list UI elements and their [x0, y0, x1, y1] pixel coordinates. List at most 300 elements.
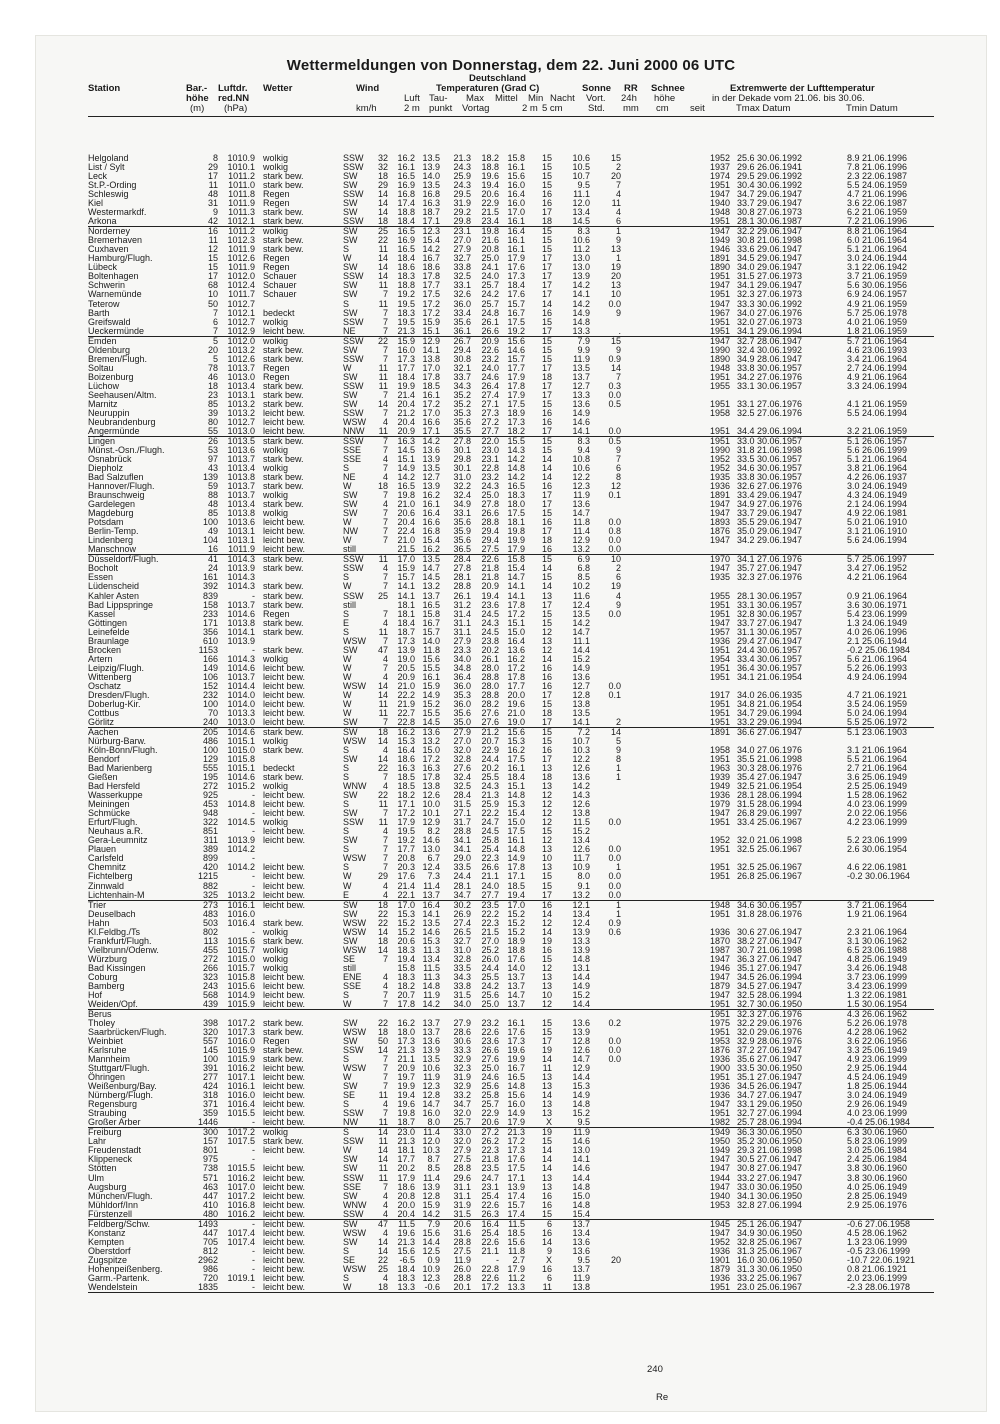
cell-max-vortag: 36.0	[453, 698, 471, 709]
cell-luftdruck: 1013.8	[227, 617, 255, 628]
cell-taupunkt: 17.7	[422, 280, 440, 291]
cell-tmin: 5.1 26.06.1957	[847, 435, 908, 446]
cell-taupunkt: 15.6	[422, 1227, 440, 1238]
cell-min-2m: 17.6	[507, 262, 525, 273]
cell-station: Gießen	[88, 772, 118, 783]
cell-wetter: leicht bew.	[263, 790, 306, 801]
cell-sonne: 12.1	[572, 899, 590, 910]
cell-wetter: wolkig	[263, 962, 289, 973]
cell-sonne: 11.9	[573, 1127, 590, 1138]
cell-station: Leipzig/Flugh.	[88, 662, 145, 673]
cell-extrem-seit: 1893	[709, 517, 730, 528]
cell-luft-2m: 16.5	[397, 481, 415, 492]
cell-extrem-seit: 1953	[709, 1199, 730, 1210]
cell-min-2m: 16.1	[507, 1017, 525, 1028]
cell-nacht-5cm: 17	[541, 289, 552, 300]
cell-tmin: 4.5 24.06.1949	[847, 1072, 908, 1083]
cell-luftdruck: 1013.9	[227, 835, 255, 846]
cell-luftdruck: -	[252, 1245, 255, 1256]
cell-nacht-5cm: 12	[541, 644, 552, 655]
cell-bar-hoehe: 18	[207, 380, 218, 391]
cell-rr-24h: 0.9	[608, 917, 621, 928]
cell-luft-2m: 15.7	[397, 572, 415, 583]
cell-mittel: 19.8	[481, 226, 499, 237]
cell-wetter: leicht bew.	[263, 880, 306, 891]
cell-wind-richtung: SW	[343, 398, 358, 409]
cell-taupunkt: 14.4	[422, 1236, 440, 1247]
cell-wind-kmh: 4	[382, 499, 388, 510]
cell-luft-2m: 17.0	[397, 554, 415, 565]
cell-taupunkt: 11.4	[423, 1172, 440, 1183]
cell-wind-richtung: W	[343, 1145, 352, 1156]
cell-tmin: 5.6 21.06.1964	[847, 653, 908, 664]
cell-wind-richtung: SW	[343, 644, 358, 655]
cell-max-vortag: 33.1	[453, 508, 471, 519]
cell-wetter: stark bew.	[263, 581, 304, 592]
cell-taupunkt: 15.9	[422, 1199, 440, 1210]
cell-bar-hoehe: 1835	[197, 1281, 218, 1292]
cell-wind-kmh: 47	[377, 644, 388, 655]
cell-min-2m: 15.4	[507, 808, 525, 819]
cell-nacht-5cm: 14	[541, 463, 552, 474]
cell-luftdruck: 1016.4	[227, 917, 255, 928]
cell-sonne: 11.1	[573, 635, 590, 646]
cell-mittel: 25.5	[481, 971, 499, 982]
cell-nacht-5cm: 19	[541, 1127, 552, 1138]
cell-min-2m: 19.6	[507, 698, 525, 709]
cell-wetter: stark bew.	[263, 344, 304, 355]
cell-min-2m: 17.5	[507, 316, 525, 327]
cell-luft-2m: 19.6	[397, 1099, 415, 1110]
cell-min-2m: 18.8	[507, 944, 525, 955]
cell-wind-kmh: 7	[382, 1054, 388, 1065]
cell-rr-24h: 0.8	[608, 526, 621, 537]
cell-bar-hoehe: 48	[207, 499, 218, 510]
cell-wind-richtung: SW	[343, 198, 358, 209]
cell-tmax: 34.1 21.06.1954	[737, 671, 803, 682]
cell-tmax: 36.3 27.06.1947	[737, 953, 803, 964]
cell-extrem-seit: 1953	[709, 1036, 730, 1047]
cell-station: Greifswald	[88, 316, 131, 327]
cell-luftdruck: -	[252, 590, 255, 601]
cell-tmin: 4.9 21.06.1959	[847, 298, 908, 309]
cell-luftdruck: 1012.4	[227, 280, 255, 291]
cell-luft-2m: 17.3	[397, 353, 415, 364]
cell-bar-hoehe: 7	[212, 325, 218, 336]
cell-rr-24h: 0.0	[608, 844, 621, 855]
cell-wetter: wolkig	[263, 781, 289, 792]
cell-taupunkt: 15.9	[422, 680, 440, 691]
cell-taupunkt: 14.0	[422, 635, 440, 646]
cell-nacht-5cm: 14	[541, 653, 552, 664]
cell-sonne: 14.6	[572, 1163, 590, 1174]
cell-tmin: 3.0 24.06.1949	[847, 481, 908, 492]
cell-luft-2m: 20.8	[397, 1190, 415, 1201]
cell-bar-hoehe: 610	[202, 635, 218, 646]
cell-mittel: 27.2	[481, 1127, 499, 1138]
cell-luft-2m: 22.1	[397, 889, 415, 900]
cell-mittel: 27.6	[481, 1054, 499, 1065]
cell-sonne: 8.3	[577, 435, 590, 446]
cell-min-2m: 16.7	[507, 307, 525, 318]
cell-min-2m: 18.9	[507, 935, 525, 946]
cell-mittel: 24.0	[481, 880, 499, 891]
cell-wind-kmh: 22	[377, 1017, 388, 1028]
cell-bar-hoehe: 410	[202, 1199, 218, 1210]
cell-taupunkt: 16.3	[422, 763, 440, 774]
header-extrem-2: in der Dekade vom 21.06. bis 30.06.	[712, 93, 865, 104]
cell-wind-richtung: S	[343, 572, 350, 583]
cell-nacht-5cm: 16	[541, 1199, 552, 1210]
cell-nacht-5cm: 14	[541, 563, 552, 574]
cell-wetter: stark bew.	[263, 454, 304, 465]
cell-wind-kmh: 7	[382, 1108, 388, 1119]
cell-nacht-5cm: 14	[541, 1054, 552, 1065]
cell-wind-kmh: 7	[382, 1072, 388, 1083]
cell-extrem-seit: 1947	[709, 1181, 730, 1192]
cell-mittel: 25.4	[481, 1190, 499, 1201]
cell-luft-2m: 18.7	[397, 1117, 415, 1128]
cell-station: Mühldorf/Inn	[88, 1199, 139, 1210]
cell-tmax: 35.2 30.06.1950	[737, 1136, 803, 1147]
cell-luft-2m: 20.5	[397, 662, 415, 673]
cell-bar-hoehe: 272	[202, 781, 218, 792]
cell-tmin: 3.6 22.06.1956	[847, 1036, 908, 1047]
cell-extrem-seit: 1951	[709, 316, 730, 327]
cell-station: Boizenburg	[88, 371, 134, 382]
header-temperaturen: Temperaturen (Grad C)	[436, 83, 540, 94]
cell-tmin: 2.1 24.06.1994	[847, 499, 908, 510]
cell-luft-2m: 17.4	[397, 198, 415, 209]
cell-tmin: 1.3 23.06.1999	[847, 1236, 908, 1247]
cell-wind-richtung: SW	[343, 289, 358, 300]
cell-wind-kmh: 7	[382, 953, 388, 964]
cell-tmin: 1.9 21.06.1964	[847, 908, 908, 919]
cell-luft-2m: 21.3	[397, 1136, 415, 1147]
cell-bar-hoehe: 240	[202, 716, 218, 727]
cell-min-2m: 14.2	[507, 454, 525, 465]
cell-taupunkt: 14.2	[422, 435, 440, 446]
cell-min-2m: 15.6	[507, 726, 525, 737]
cell-mittel: 25.4	[481, 844, 499, 855]
header-max-1: Max	[466, 93, 484, 104]
cell-station: Weißenburg/Bay.	[88, 1081, 157, 1092]
cell-min-2m: 17.5	[507, 826, 525, 837]
cell-sonne: 12.2	[572, 472, 590, 483]
cell-min-2m: 17.9	[507, 389, 525, 400]
cell-min-2m: 15.3	[507, 799, 525, 810]
cell-rr-24h: 9	[615, 344, 621, 355]
cell-luft-2m: 19.6	[397, 1227, 415, 1238]
cell-wetter: leicht bew.	[263, 971, 306, 982]
cell-luftdruck: 1016.4	[227, 1099, 255, 1110]
cell-luftdruck: 1011.9	[228, 244, 255, 255]
cell-station: Kassel	[88, 608, 116, 619]
cell-nacht-5cm: 15	[541, 880, 552, 891]
cell-wetter: stark bew.	[263, 353, 304, 364]
cell-max-vortag: 33.3	[453, 1045, 471, 1056]
cell-wetter: leicht bew.	[263, 544, 306, 555]
cell-wetter: stark bew.	[263, 726, 304, 737]
cell-station: Regensburg	[88, 1099, 138, 1110]
cell-nacht-5cm: 16	[541, 544, 552, 555]
cell-max-vortag: 35.2	[453, 398, 471, 409]
cell-luftdruck: 1013.7	[227, 454, 255, 465]
cell-luftdruck: 1016.2	[227, 1208, 255, 1219]
cell-wind-richtung: SW	[343, 1036, 358, 1047]
cell-tmin: 3.4 21.06.1964	[847, 353, 908, 364]
cell-station: Mannheim	[88, 1054, 131, 1065]
cell-max-vortag: 26.9	[453, 908, 471, 919]
cell-max-vortag: 35.0	[453, 716, 471, 727]
cell-wetter: leicht bew.	[263, 526, 306, 537]
cell-mittel: 21.5	[481, 207, 499, 218]
cell-luft-2m: 18.1	[397, 1145, 415, 1156]
cell-wetter: leicht bew.	[263, 1199, 306, 1210]
cell-luftdruck: 1016.0	[227, 1036, 255, 1047]
cell-tmin: 4.2 26.06.1937	[847, 472, 908, 483]
cell-mittel: 26.1	[481, 316, 499, 327]
cell-sonne: 15.2	[572, 653, 590, 664]
header-luft-1: Luftdr.	[218, 83, 248, 94]
cell-wind-richtung: NE	[343, 472, 356, 483]
cell-station: Artern	[88, 653, 113, 664]
cell-sonne: 13.9	[572, 1027, 590, 1037]
cell-taupunkt: 13.7	[422, 889, 440, 900]
cell-nacht-5cm: 17	[541, 271, 552, 282]
cell-mittel: 27.3	[481, 407, 499, 418]
cell-luftdruck: 1014.2	[227, 844, 255, 855]
cell-max-vortag: 36.4	[453, 671, 471, 682]
cell-wetter: leicht bew.	[263, 871, 306, 882]
region-group	[88, 227, 934, 336]
cell-tmin: 4.9 21.06.1964	[847, 371, 908, 382]
header-wind: Wind	[356, 83, 380, 94]
cell-min-2m: 15.2	[507, 908, 525, 919]
cell-bar-hoehe: 17	[207, 271, 218, 282]
cell-wetter: wolkig	[263, 490, 289, 501]
cell-rr-24h: .	[618, 325, 621, 336]
cell-mittel: 25.6	[481, 989, 499, 1000]
cell-wetter: leicht bew.	[263, 899, 306, 910]
cell-wetter: leicht bew.	[263, 1163, 306, 1174]
cell-max-vortag: 28.6	[453, 1027, 471, 1037]
cell-sonne: 13.0	[572, 1145, 590, 1156]
cell-mittel: 24.3	[481, 617, 499, 628]
cell-tmax: 33.0 30.06.1950	[737, 1181, 803, 1192]
cell-taupunkt: 17.1	[422, 425, 440, 436]
cell-wind-richtung: SW	[343, 790, 358, 801]
cell-mittel: 22.6	[481, 1199, 499, 1210]
cell-sonne: 13.8	[572, 1281, 590, 1292]
cell-tmax: 32.5 28.06.1994	[737, 989, 803, 1000]
cell-station: Braunlage	[88, 635, 130, 646]
cell-sonne: 9.4	[577, 445, 590, 455]
cell-station: Potsdam	[88, 517, 124, 528]
cell-tmin: 0.9 21.06.1964	[847, 590, 908, 601]
cell-mittel: 24.4	[481, 754, 499, 765]
cell-wind-richtung: SSW	[343, 554, 364, 565]
cell-tmax: 28.1 30.06.1987	[737, 216, 803, 227]
cell-wind-kmh: 14	[377, 198, 388, 209]
cell-max-vortag: 32.9	[453, 1081, 471, 1092]
cell-extrem-seit: 1987	[709, 944, 730, 955]
cell-station: Berus	[88, 1008, 112, 1019]
cell-min-2m: 17.7	[507, 680, 525, 691]
cell-wetter: leicht bew.	[263, 1208, 306, 1219]
cell-nacht-5cm: 14	[541, 298, 552, 309]
cell-bar-hoehe: 29	[207, 162, 218, 173]
cell-sonne: 13.0	[572, 253, 590, 264]
cell-tmin: -0.2 25.06.1984	[847, 644, 911, 655]
cell-wind-richtung: S	[343, 1054, 350, 1065]
cell-nacht-5cm: 12	[541, 998, 552, 1009]
cell-min-2m: 17.2	[507, 608, 525, 619]
cell-taupunkt: 17.1	[422, 216, 440, 227]
cell-max-vortag: 36.0	[453, 680, 471, 691]
cell-extrem-seit: 1936	[709, 1272, 730, 1283]
cell-mittel: 20.7	[481, 736, 499, 746]
cell-tmax: 26.8 29.06.1997	[737, 808, 803, 819]
cell-extrem-seit: 1936	[709, 926, 730, 937]
cell-luft-2m: 11.5	[398, 1218, 415, 1229]
cell-extrem-seit: 1970	[709, 554, 730, 565]
cell-tmax: 25.1 26.06.1947	[737, 1218, 803, 1229]
cell-station: Erfurt/Flugh.	[88, 817, 138, 828]
cell-max-vortag: 29.6	[453, 1172, 471, 1183]
cell-tmax: 31.3 30.06.1950	[737, 1263, 803, 1274]
cell-rr-24h: 15	[610, 153, 621, 163]
cell-max-vortag: 34.9	[453, 499, 471, 510]
cell-max-vortag: 32.5	[453, 781, 471, 792]
cell-bar-hoehe: 39	[207, 407, 218, 418]
cell-sonne: 12.3	[572, 481, 590, 492]
cell-sonne: 13.6	[572, 1236, 590, 1247]
cell-tmin: 5.5 21.06.1964	[847, 754, 908, 765]
cell-sonne: 13.5	[572, 707, 590, 718]
cell-taupunkt: 10.6	[422, 1063, 440, 1074]
cell-nacht-5cm: 16	[541, 899, 552, 910]
cell-luftdruck: 1015.9	[227, 998, 255, 1009]
cell-wetter: stark bew.	[263, 935, 304, 946]
cell-luft-2m: 15.3	[397, 736, 415, 746]
cell-nacht-5cm: 15	[541, 572, 552, 583]
cell-taupunkt: 12.9	[422, 335, 440, 346]
cell-max-vortag: 28.8	[453, 826, 471, 837]
cell-luftdruck: 1017.4	[227, 1227, 255, 1238]
cell-extrem-seit: 1948	[709, 899, 730, 910]
cell-taupunkt: 12.3	[422, 1272, 440, 1283]
cell-extrem-seit: 1947	[709, 989, 730, 1000]
cell-wind-richtung: SW	[343, 754, 358, 765]
cell-tmax: 28.1 30.06.1957	[737, 590, 803, 601]
cell-rr-24h: 9	[615, 235, 621, 246]
cell-tmin: 4.6 23.06.1993	[847, 344, 908, 355]
cell-tmin: 7.2 21.06.1996	[847, 216, 908, 227]
cell-mittel: 22.8	[481, 463, 499, 474]
cell-taupunkt: 13.8	[422, 781, 440, 792]
cell-taupunkt: 17.8	[422, 371, 440, 382]
cell-mittel: 24.8	[481, 307, 499, 318]
cell-luft-2m: 21.3	[397, 1236, 415, 1247]
cell-luftdruck: 1013.7	[227, 481, 255, 492]
cell-wetter: wolkig	[263, 926, 289, 937]
cell-mittel: -	[496, 1254, 499, 1265]
cell-wetter: wolkig	[263, 1127, 289, 1138]
cell-taupunkt: 13.9	[422, 481, 440, 492]
cell-wetter: leicht bew.	[263, 1172, 306, 1183]
cell-mittel: 22.3	[481, 1145, 499, 1156]
cell-sonne: 12.6	[572, 763, 590, 774]
cell-bar-hoehe: 322	[202, 817, 218, 828]
cell-sonne: 7.9	[577, 335, 590, 346]
cell-min-2m: 17.5	[507, 1163, 525, 1174]
cell-station: Brocken	[88, 644, 122, 655]
cell-tmax: 33.7 27.06.1947	[737, 617, 803, 628]
cell-tmax: 35.6 27.06.1947	[737, 1054, 803, 1065]
cell-luft-2m: 14.1	[397, 581, 415, 592]
cell-wind-richtung: S	[343, 763, 350, 774]
cell-nacht-5cm: 13	[541, 844, 552, 855]
zugspitze-snow: 240	[647, 1364, 663, 1375]
cell-bar-hoehe: 166	[202, 653, 218, 664]
cell-max-vortag: 32.7	[453, 253, 471, 264]
cell-tmin: 4.8 25.06.1949	[847, 953, 908, 964]
cell-mittel: 19.4	[481, 180, 499, 191]
cell-luft-2m: 18.3	[397, 1272, 415, 1283]
cell-bar-hoehe: 80	[207, 416, 218, 427]
cell-mittel: 25.5	[481, 772, 499, 783]
cell-sonne: 13.4	[572, 835, 590, 846]
cell-wetter: wolkig	[263, 953, 289, 964]
cell-min-2m: 14.7	[507, 572, 525, 583]
cell-nacht-5cm: 15	[541, 736, 552, 746]
cell-tmax: 25.7 28.06.1994	[737, 1117, 803, 1128]
cell-tmin: 1.3 22.06.1981	[847, 989, 908, 1000]
cell-mittel: 25.7	[481, 298, 499, 309]
cell-station: Nürburg-Barw.	[88, 736, 147, 746]
cell-wind-kmh: 22	[377, 917, 388, 928]
cell-nacht-5cm: 17	[541, 262, 552, 273]
cell-station: Bremen/Flugh.	[88, 353, 148, 364]
cell-tmax: 31.3 25.06.1967	[737, 1245, 803, 1256]
cell-wetter: leicht bew.	[263, 1227, 306, 1238]
cell-taupunkt: 8.2	[427, 826, 440, 837]
cell-tmin: 0.8 21.06.1921	[847, 1263, 908, 1274]
cell-min-2m: 18.9	[507, 407, 525, 418]
cell-max-vortag: 36.0	[453, 298, 471, 309]
cell-luft-2m: 14.9	[397, 463, 415, 474]
cell-nacht-5cm: 17	[541, 380, 552, 391]
cell-min-2m: 18.1	[507, 517, 525, 528]
cell-min-2m: 13.9	[507, 1181, 525, 1192]
cell-max-vortag: 34.0	[453, 653, 471, 664]
cell-bar-hoehe: 23	[207, 389, 218, 400]
cell-luft-2m: 19.5	[397, 316, 415, 327]
cell-tmax: 34.7 29.06.1947	[737, 189, 803, 200]
cell-luftdruck: 1017.0	[227, 1181, 255, 1192]
cell-wetter: leicht bew.	[263, 1081, 306, 1092]
cell-mittel: 21.8	[481, 563, 499, 574]
cell-min-2m: 16.1	[507, 216, 525, 227]
cell-wind-kmh: 14	[377, 689, 388, 700]
cell-rr-24h: 0.1	[608, 689, 621, 700]
cell-luft-2m: 18.8	[397, 207, 415, 218]
cell-luftdruck: 1013.2	[227, 889, 255, 900]
cell-nacht-5cm: 15	[541, 180, 552, 191]
cell-mittel: 24.6	[481, 1072, 499, 1083]
cell-max-vortag: 32.2	[453, 481, 471, 492]
